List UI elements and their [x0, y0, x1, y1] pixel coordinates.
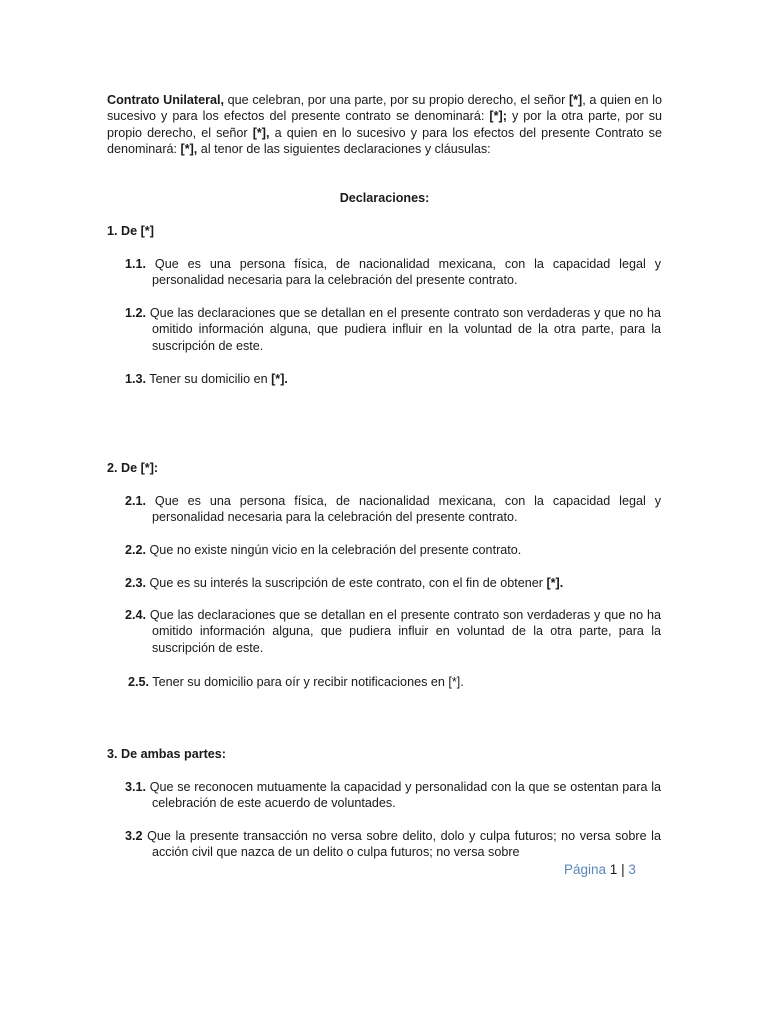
clause-text: Que se reconocen mutuamente la capacidad y personalidad con la que se ostentan para la celebración de este acuerdo de voluntades. [146, 780, 661, 811]
intro-paragraph [107, 92, 662, 158]
page-total: 3 [628, 862, 636, 877]
clause-number: 2.2. [125, 543, 147, 557]
clause-number: 2.1. [125, 494, 147, 508]
declaraciones-heading: Declaraciones: [339, 191, 430, 205]
placeholder-party-2: [*], [252, 125, 270, 140]
clause-text: Que las declaraciones que se detallan en el presente contrato son verdaderas y que no ha omitido información alguna, que pudiera influir en voluntad de la otra parte, para la suscripción de este. [146, 608, 661, 655]
intro-text: , a quien en lo sucesivo y para los efectos del presente contrato se denominará: [107, 93, 662, 124]
clause [125, 575, 661, 591]
placeholder-party-1: [*] [568, 93, 583, 107]
clause-number: 2.5. [128, 675, 150, 689]
clause-number: 2.4. [125, 608, 147, 622]
clause-text: Que la presente transacción no versa sobre delito, dolo y culpa futuros; no versa sobre la acción civil que nazca de un delito o culpa futuros; no versa sobre [142, 829, 661, 860]
placeholder: [*]. [546, 576, 564, 590]
clause [125, 493, 661, 526]
clause-text: Que es una persona física, de nacionalidad mexicana, con la capacidad legal y personalidad necesaria para la celebración del presente contrato. [146, 494, 661, 525]
placeholder-party-1-alias: [*]; [489, 109, 507, 124]
contract-title: Contrato Unilateral, [107, 93, 225, 107]
clause-number: 1.1. [125, 257, 147, 271]
section-title: 3. De ambas partes: [107, 747, 226, 761]
clause-text: Que es su interés la suscripción de este contrato, con el fin de obtener [146, 576, 547, 590]
clause-number: 3.1. [125, 780, 147, 794]
section-title: 2. De [*]: [107, 461, 159, 475]
clause-number: 3.2 [125, 829, 143, 843]
page-separator: | [617, 862, 629, 877]
clause-text: Que no existe ningún vicio en la celebración del presente contrato. [146, 543, 522, 557]
intro-text: al tenor de las siguientes declaraciones y cláusulas: [197, 142, 491, 157]
clause [125, 371, 661, 387]
clause [125, 542, 661, 558]
clause-text: Tener su domicilio en [146, 372, 272, 386]
intro-text: a quien en lo sucesivo y para los efectos del presente Contrato se denominará: [107, 125, 662, 157]
clause-number: 1.2. [125, 306, 147, 320]
clause-text: Que es una persona física, de nacionalidad mexicana, con la capacidad legal y personalidad necesaria para la celebración del presente contrato. [146, 257, 661, 288]
clause-text: Tener su domicilio para oír y recibir notificaciones en [*]. [149, 675, 464, 689]
page-footer [564, 862, 636, 878]
placeholder-party-2-alias: [*], [180, 142, 198, 157]
page-label: Página [564, 862, 610, 877]
clause [125, 828, 661, 861]
clause [125, 779, 661, 812]
page-current: 1 [609, 862, 618, 877]
clause [125, 256, 661, 289]
clause-text: Que las declaraciones que se detallan en el presente contrato son verdaderas y que no ha omitido información alguna, que pudiera influir en la voluntad de la otra parte, para la suscripción de este. [146, 306, 661, 353]
clause [125, 607, 661, 656]
clause [125, 305, 661, 354]
clause-number: 2.3. [125, 576, 147, 590]
placeholder: [*]. [271, 372, 288, 386]
intro-text: y por la otra parte, por su propio derecho, el señor [107, 109, 662, 140]
clause [128, 674, 664, 690]
section-title: 1. De [*] [107, 224, 154, 238]
clause-number: 1.3. [125, 372, 147, 386]
intro-text: que celebran, por una parte, por su propio derecho, el señor [224, 93, 569, 107]
